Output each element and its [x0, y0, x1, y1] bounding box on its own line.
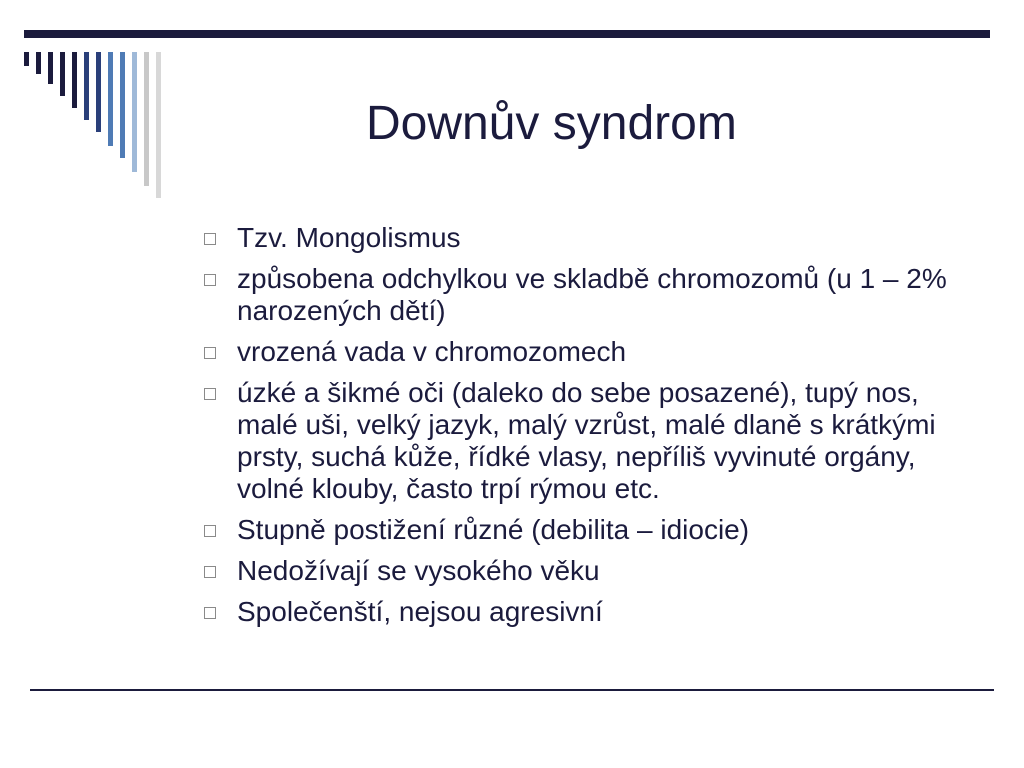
- bullet-item: [200, 514, 970, 546]
- bullet-text: Společenští, nejsou agresivní: [237, 596, 603, 627]
- hollow-square-icon: [204, 525, 216, 537]
- bullet-text: Nedožívají se vysokého věku: [237, 555, 600, 586]
- bullet-item: [200, 555, 970, 587]
- stripe: [144, 52, 149, 186]
- stripe: [120, 52, 125, 158]
- stripe: [96, 52, 101, 132]
- bullet-text: Stupně postižení různé (debilita – idiocie): [237, 514, 750, 545]
- stripe: [60, 52, 65, 96]
- hollow-square-icon: [204, 347, 216, 359]
- stripe: [24, 52, 29, 66]
- stripe: [108, 52, 113, 146]
- stripe: [48, 52, 53, 84]
- bottom-rule: [30, 689, 994, 691]
- bullet-item: [200, 222, 970, 254]
- stripe: [156, 52, 161, 198]
- bullet-text: Tzv. Mongolismus: [237, 222, 461, 253]
- slide-title: Downův syndrom: [366, 97, 737, 150]
- decorative-stripes: [24, 52, 174, 212]
- stripe: [72, 52, 77, 108]
- hollow-square-icon: [204, 388, 216, 400]
- hollow-square-icon: [204, 274, 216, 286]
- bullet-item: [200, 377, 970, 505]
- bullet-list: [200, 222, 970, 637]
- stripe: [84, 52, 89, 120]
- bullet-item: [200, 596, 970, 628]
- top-rule: [24, 30, 990, 38]
- hollow-square-icon: [204, 233, 216, 245]
- bullet-item: [200, 336, 970, 368]
- bullet-item: [200, 263, 970, 327]
- hollow-square-icon: [204, 607, 216, 619]
- bullet-text: vrozená vada v chromozomech: [237, 336, 627, 367]
- stripe: [36, 52, 41, 74]
- bullet-text: způsobena odchylkou ve skladbě chromozomů (u 1 – 2% narozených dětí): [237, 263, 947, 326]
- bullet-text: úzké a šikmé oči (daleko do sebe posazené), tupý nos, malé uši, velký jazyk, malý vzrůst, malé dlaně s krátkými prsty, suchá kůže, řídké vlasy, nepříliš vyvinuté orgány, volné klouby, často trpí rýmou etc.: [237, 377, 936, 504]
- stripe: [132, 52, 137, 172]
- hollow-square-icon: [204, 566, 216, 578]
